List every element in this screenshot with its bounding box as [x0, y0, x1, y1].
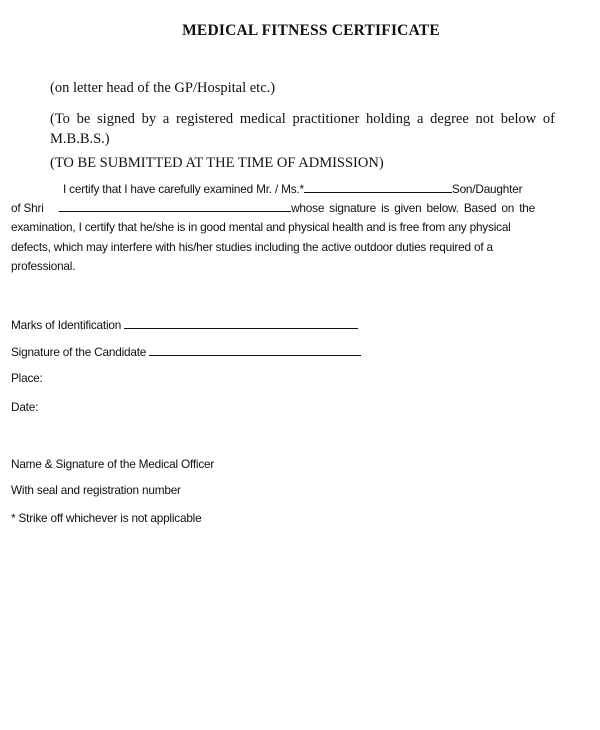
candidate-name-blank[interactable] [304, 180, 452, 193]
son-daughter-text: Son/Daughter [451, 182, 523, 196]
marks-of-identification-label: Marks of Identification [11, 318, 122, 332]
parent-name-blank[interactable] [59, 199, 291, 212]
candidate-signature-label: Signature of the Candidate [11, 345, 147, 359]
certify-line-1 [11, 180, 581, 199]
of-shri-text: of Shri [11, 201, 44, 216]
marks-of-identification-field [11, 316, 358, 332]
strike-off-footnote: * Strike off whichever is not applicable [11, 511, 202, 525]
certify-line-4: defects, which may interfere with his/her studies including the active outdoor duties required of a [11, 239, 493, 254]
seal-registration-label: With seal and registration number [11, 483, 181, 497]
document-title: MEDICAL FITNESS CERTIFICATE [182, 22, 440, 39]
certify-line-2 [11, 199, 581, 218]
certify-line-3: examination, I certify that he/she is in good mental and physical health and is free from any physical [11, 220, 511, 235]
whose-signature-text: whose signature is given below. Based on the [291, 201, 536, 216]
signing-requirement-note: (To be signed by a registered medical practitioner holding a degree not below of M.B.B.S.) [50, 111, 555, 147]
certification-paragraph [11, 180, 581, 276]
certify-line-5: professional. [11, 258, 76, 273]
letterhead-note: (on letter head of the GP/Hospital etc.) [50, 80, 276, 96]
date-label: Date: [11, 400, 39, 414]
candidate-signature-field [11, 343, 361, 359]
certify-line-1-text: I certify that I have carefully examined Mr. / Ms.* [63, 182, 304, 196]
submission-note: (TO BE SUBMITTED AT THE TIME OF ADMISSION) [50, 155, 384, 171]
candidate-signature-blank[interactable] [149, 343, 361, 356]
place-label: Place: [11, 371, 43, 385]
marks-of-identification-blank[interactable] [124, 316, 358, 329]
medical-officer-label: Name & Signature of the Medical Officer [11, 457, 215, 471]
